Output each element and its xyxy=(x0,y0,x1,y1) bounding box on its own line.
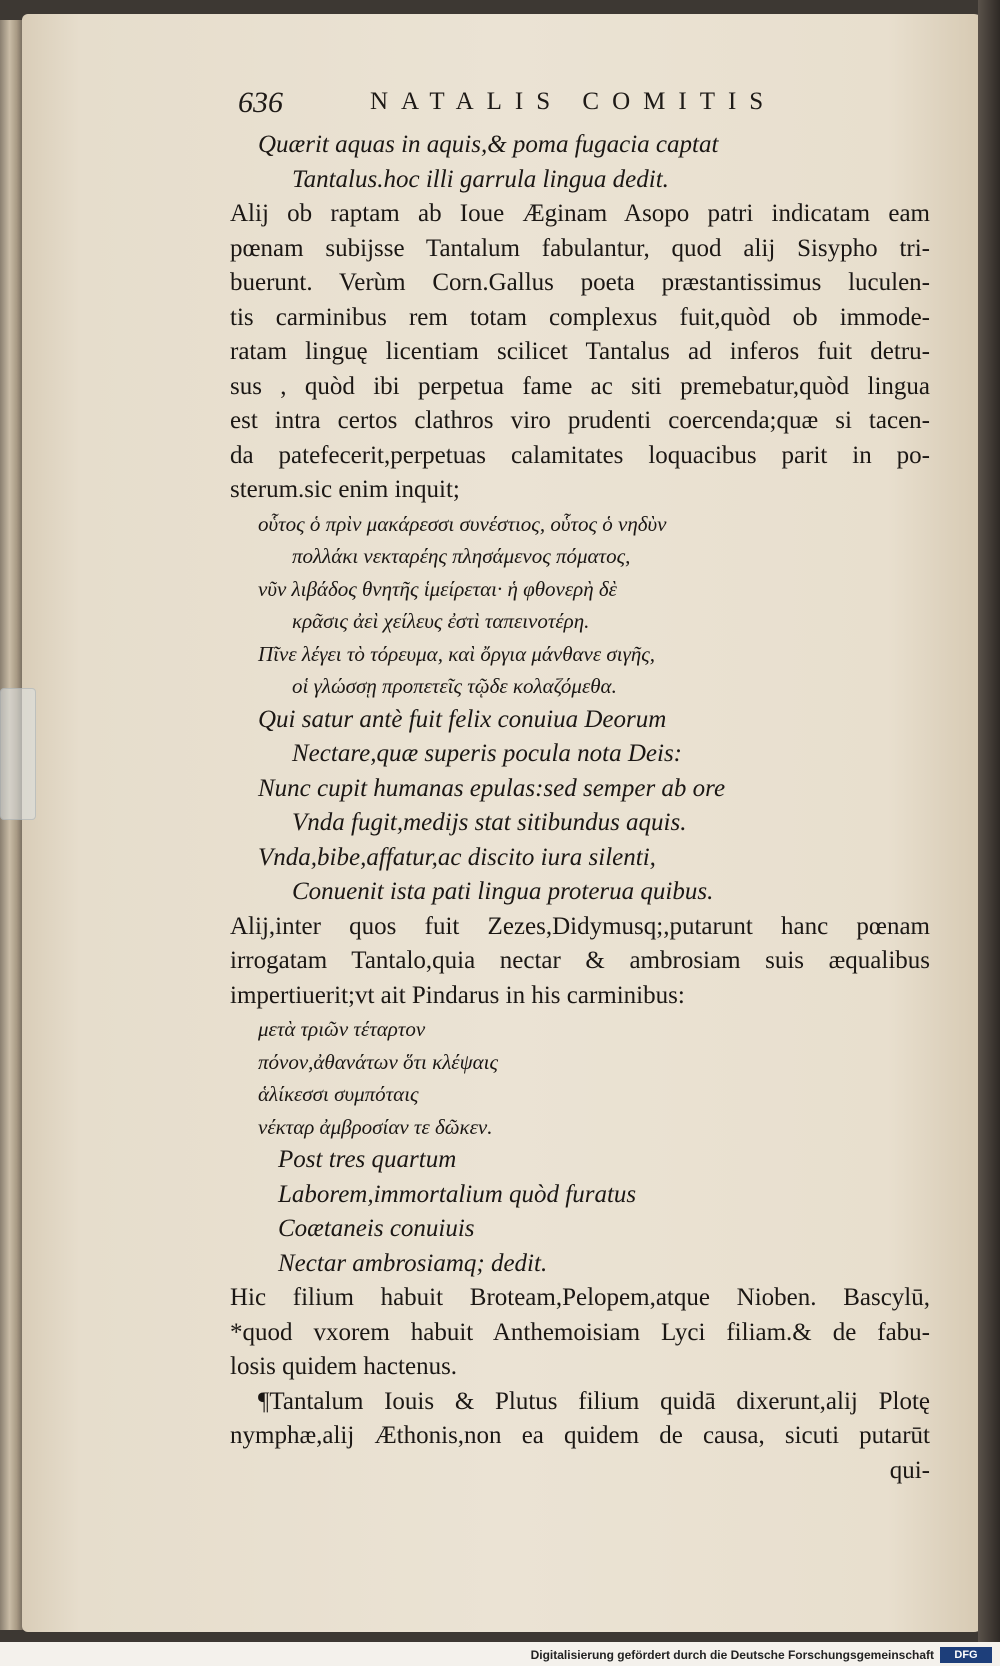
text-line: πολλάκι νεκταρέης πλησάμενος πόματος, xyxy=(292,544,631,568)
text-line: irrogatam Tantalo,quia nectar & ambrosiam suis æqualibus xyxy=(230,947,930,974)
running-title: NATALIS COMITIS xyxy=(370,88,777,115)
text-line: *quod vxorem habuit Anthemoisiam Lyci filiam.& de fabu- xyxy=(230,1318,930,1346)
text-line: Nectar ambrosiamq; dedit. xyxy=(278,1249,548,1277)
footer-bar xyxy=(0,1642,1000,1666)
body-text xyxy=(230,128,930,1488)
binding-shadow xyxy=(978,0,1000,1642)
dfg-logo: DFG xyxy=(940,1647,992,1663)
text-line: qui- xyxy=(889,1456,930,1484)
text-line: οὗτος ὁ πρὶν μακάρεσσι συνέστιος, οὗτος ὁ νηδὺν xyxy=(258,511,667,536)
text-line: est intra certos clathros viro prudenti coercenda;quæ si tacen- xyxy=(230,407,930,434)
text-line: pœnam subijsse Tantalum fabulantur, quod alij Sisypho tri- xyxy=(230,234,930,262)
text-line: νῦν λιβάδος θνητῆς ἱμείρεται· ἡ φθονερὴ δὲ xyxy=(258,576,617,601)
text-line: ἁλίκεσσι συμπόταις xyxy=(258,1082,419,1106)
page-number: 636 xyxy=(238,86,283,119)
text-line: οἱ γλώσσῃ προπετεῖς τῷδε κολαζόμεθα. xyxy=(292,674,617,698)
text-line: πόνον,ἀθανάτων ὅτι κλέψαις xyxy=(258,1049,499,1074)
text-line: Nectare,quæ superis pocula nota Deis: xyxy=(292,740,683,767)
text-line: Hic filium habuit Broteam,Pelopem,atque Nioben. Bascylū, xyxy=(230,1284,930,1311)
text-line: nymphæ,alij Æthonis,non ea quidem de causa, sicuti putarūt xyxy=(230,1422,930,1449)
text-line: Conuenit ista pati lingua proterua quibus. xyxy=(292,878,714,905)
text-line: da patefecerit,perpetuas calamitates loquacibus parit in po- xyxy=(230,441,930,469)
text-line: sus , quòd ibi perpetua fame ac siti premebatur,quòd lingua xyxy=(230,372,930,400)
text-line: losis quidem hactenus. xyxy=(230,1353,458,1380)
text-line: μετὰ τριῶν τέταρτον xyxy=(258,1017,426,1041)
text-line: Coætaneis conuiuis xyxy=(278,1215,475,1242)
funding-credit: Digitalisierung gefördert durch die Deutsche Forschungsgemeinschaft xyxy=(530,1648,934,1662)
text-line: Tantalus.hoc illi garrula lingua dedit. xyxy=(292,165,669,193)
text-line: Vnda,bibe,affatur,ac discito iura silenti, xyxy=(258,843,656,871)
text-line: νέκταρ ἀμβροσίαν τε δῶκεν. xyxy=(258,1114,493,1139)
text-line: ratam linguę licentiam scilicet Tantalus ad inferos fuit detru- xyxy=(230,338,930,365)
text-line: sterum.sic enim inquit; xyxy=(230,476,460,503)
text-line: Vnda fugit,medijs stat sitibundus aquis. xyxy=(292,809,687,836)
text-line: tis carminibus rem totam complexus fuit,quòd ob immode- xyxy=(230,303,930,331)
text-line: Alij ob raptam ab Ioue Æginam Asopo patri indicatam eam xyxy=(230,200,930,227)
text-line: Qui satur antè fuit felix conuiua Deorum xyxy=(258,705,667,733)
text-line: Nunc cupit humanas epulas:sed semper ab ore xyxy=(258,774,726,802)
text-line: Πῖνε λέγει τὸ τόρευμα, καὶ ὄργια μάνθανε σιγῆς, xyxy=(258,641,656,666)
page-fore-edge xyxy=(0,20,24,1630)
text-line: impertiuerit;vt ait Pindarus in his carminibus: xyxy=(230,981,685,1009)
text-line: Post tres quartum xyxy=(278,1146,457,1173)
text-line: buerunt. Verùm Corn.Gallus poeta præstantissimus luculen- xyxy=(230,269,930,296)
text-line: κρᾶσις ἀεὶ χείλευς ἐστὶ ταπεινοτέρη. xyxy=(292,609,590,633)
text-line: ¶Tantalum Iouis & Plutus filium quidā dixerunt,alij Plotę xyxy=(258,1387,930,1415)
text-line: Laborem,immortalium quòd furatus xyxy=(278,1180,637,1208)
page-header xyxy=(0,86,1000,122)
bookmark-tab xyxy=(0,688,36,820)
text-line: Quærit aquas in aquis,& poma fugacia captat xyxy=(258,131,719,158)
text-line: Alij,inter quos fuit Zezes,Didymusq;,putarunt hanc pœnam xyxy=(230,912,930,940)
